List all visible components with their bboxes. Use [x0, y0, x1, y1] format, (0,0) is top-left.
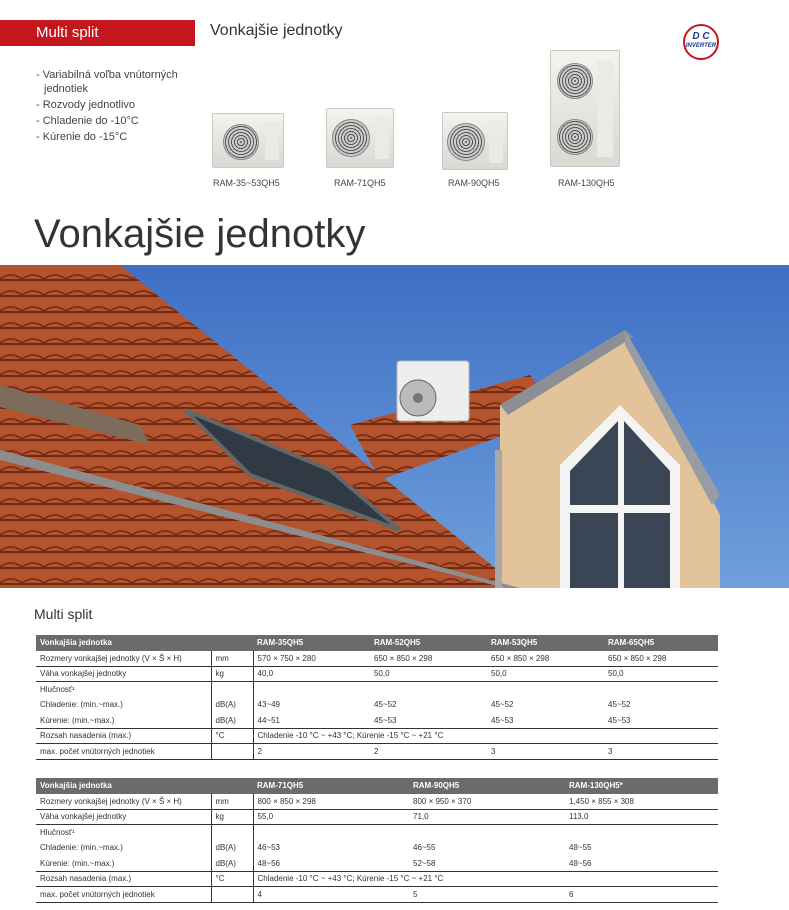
table-cell: Kúrenie: (min.~max.) [40, 715, 115, 725]
table-row [36, 666, 718, 682]
table-cell: 1,450 × 855 × 308 [569, 796, 634, 806]
outdoor-unit-image [550, 50, 620, 167]
section-tag: Multi split [0, 20, 195, 46]
dc-logo-text: D C [692, 31, 710, 42]
table-row [36, 809, 718, 825]
page-subheading: Vonkajšie jednotky [210, 22, 343, 39]
table-cell: °C [211, 728, 253, 744]
header-cell: Vonkajšia jednotka [36, 778, 211, 794]
table-cell [604, 682, 718, 698]
table-cell: 48~56 [257, 858, 280, 868]
table-cell [211, 887, 253, 903]
table-cell: 800 × 950 × 370 [413, 796, 472, 806]
table-row [36, 713, 718, 729]
table-cell: 45~52 [491, 700, 514, 710]
table-cell [211, 825, 253, 841]
outdoor-unit-image [212, 113, 284, 168]
table-row [36, 825, 718, 841]
table-cell: 55,0 [257, 812, 274, 822]
table-cell: Rozmery vonkajšej jednotky (V × Š × H) [40, 796, 182, 806]
table-cell: 50,0 [491, 669, 507, 679]
feature-item: - Chladenie do -10°C [36, 115, 139, 127]
table-cell [565, 825, 718, 841]
table-cell: Rozsah nasadenia (max.) [40, 874, 132, 884]
fan-grille-icon [223, 124, 259, 160]
table-cell: 48~55 [569, 843, 592, 853]
table-header-row [36, 778, 718, 794]
table-cell: 45~53 [374, 715, 397, 725]
fan-grille-icon [332, 119, 370, 157]
table-row [36, 871, 718, 887]
table-row [36, 840, 718, 856]
table-cell [409, 825, 565, 841]
table-cell: 50,0 [374, 669, 390, 679]
table-cell: kg [211, 666, 253, 682]
table-cell: Chladenie -10 °C ~ +43 °C; Kúrenie -15 °C ~ +21 °C [257, 731, 444, 741]
roof-photo [0, 265, 789, 588]
table-cell: 52~58 [413, 858, 436, 868]
table-cell: dB(A) [211, 697, 253, 713]
table-cell: Váha vonkajšej jednotky [40, 812, 127, 822]
table-cell: 800 × 850 × 298 [257, 796, 316, 806]
table-header-row [36, 635, 718, 651]
table-cell: Váha vonkajšej jednotky [40, 669, 127, 679]
table-cell: 45~52 [374, 700, 397, 710]
table-cell: Hlučnosť¹ [40, 828, 75, 837]
table-cell: mm [211, 794, 253, 810]
table-cell: 6 [569, 889, 574, 899]
outdoor-unit-image [442, 112, 508, 170]
table-cell: 45~52 [608, 700, 631, 710]
table-cell [211, 744, 253, 760]
table-cell: 45~53 [491, 715, 514, 725]
table-cell: Hlučnosť¹ [40, 685, 75, 694]
table-row [36, 651, 718, 667]
table-cell: 2 [374, 746, 379, 756]
table-cell: 2 [257, 746, 262, 756]
unit-label: RAM-35~53QH5 [213, 178, 280, 188]
table-cell: 650 × 850 × 298 [608, 653, 667, 663]
table-row [36, 794, 718, 810]
section-title: Multi split [34, 606, 93, 622]
table-cell [487, 682, 604, 698]
table-cell: 46~53 [257, 843, 280, 853]
header-cell: RAM-130QH5* [565, 778, 718, 794]
header-cell: RAM-53QH5 [487, 635, 604, 651]
table-cell: 113,0 [569, 812, 589, 822]
page-title: Vonkajšie jednotky [34, 212, 366, 256]
table-cell: 650 × 850 × 298 [491, 653, 550, 663]
header-cell: RAM-90QH5 [409, 778, 565, 794]
table-cell: dB(A) [211, 840, 253, 856]
table-cell: 5 [413, 889, 418, 899]
unit-label: RAM-90QH5 [448, 178, 500, 188]
table-cell: 48~56 [569, 858, 592, 868]
inverter-logo-text: INVERTER [685, 43, 717, 49]
table-cell: 3 [491, 746, 496, 756]
table-row [36, 728, 718, 744]
table-row [36, 682, 718, 698]
table-row [36, 744, 718, 760]
table-cell: 45~53 [608, 715, 631, 725]
outdoor-unit-image [326, 108, 394, 168]
table-cell: 46~55 [413, 843, 436, 853]
unit-label: RAM-71QH5 [334, 178, 386, 188]
fan-grille-icon [557, 63, 593, 99]
table-cell: 4 [257, 889, 262, 899]
table-cell: Rozsah nasadenia (max.) [40, 731, 132, 741]
header-cell [211, 635, 253, 651]
table-cell: 650 × 850 × 298 [374, 653, 433, 663]
fan-grille-icon [447, 123, 485, 161]
table-cell: Chladenie: (min.~max.) [40, 843, 123, 853]
fan-grille-icon [557, 119, 593, 155]
table-cell: Chladenie: (min.~max.) [40, 700, 123, 710]
table-cell: 570 × 750 × 280 [257, 653, 316, 663]
header-cell: RAM-35QH5 [253, 635, 370, 651]
table-row [36, 887, 718, 903]
feature-item: - Kúrenie do -15°C [36, 131, 128, 143]
table-cell [211, 682, 253, 698]
table-cell: dB(A) [211, 713, 253, 729]
roof-photo-illustration [0, 265, 789, 588]
table-cell [370, 682, 487, 698]
table-cell: 71,0 [413, 812, 429, 822]
table-cell: mm [211, 651, 253, 667]
table-cell: 3 [608, 746, 613, 756]
table-cell [253, 825, 409, 841]
table-cell: Chladenie -10 °C ~ +43 °C; Kúrenie -15 °C ~ +21 °C [257, 874, 444, 884]
table-cell: Kúrenie: (min.~max.) [40, 858, 115, 868]
header-cell: RAM-52QH5 [370, 635, 487, 651]
table-cell: max. počet vnútorných jednotiek [40, 746, 155, 756]
spec-table-1 [36, 635, 718, 760]
table-cell: Rozmery vonkajšej jednotky (V × Š × H) [40, 653, 182, 663]
table-cell: °C [211, 871, 253, 887]
table-cell: 43~49 [257, 700, 280, 710]
feature-list [36, 68, 196, 146]
dc-inverter-logo [683, 24, 719, 60]
table-cell: 50,0 [608, 669, 624, 679]
table-row [36, 856, 718, 872]
table-cell: 40,0 [257, 669, 274, 679]
table-cell [253, 682, 370, 698]
spec-table-2 [36, 778, 718, 903]
feature-item: - Variabilná voľba vnútorných jednotiek [36, 69, 178, 95]
unit-label: RAM-130QH5 [558, 178, 615, 188]
table-cell: dB(A) [211, 856, 253, 872]
table-cell: kg [211, 809, 253, 825]
table-row [36, 697, 718, 713]
table-cell: max. počet vnútorných jednotiek [40, 889, 155, 899]
table-cell: 44~51 [257, 715, 280, 725]
header-cell: Vonkajšia jednotka [36, 635, 211, 651]
header-cell: RAM-65QH5 [604, 635, 718, 651]
feature-item: - Rozvody jednotlivo [36, 99, 136, 111]
header-cell [211, 778, 253, 794]
header-cell: RAM-71QH5 [253, 778, 409, 794]
